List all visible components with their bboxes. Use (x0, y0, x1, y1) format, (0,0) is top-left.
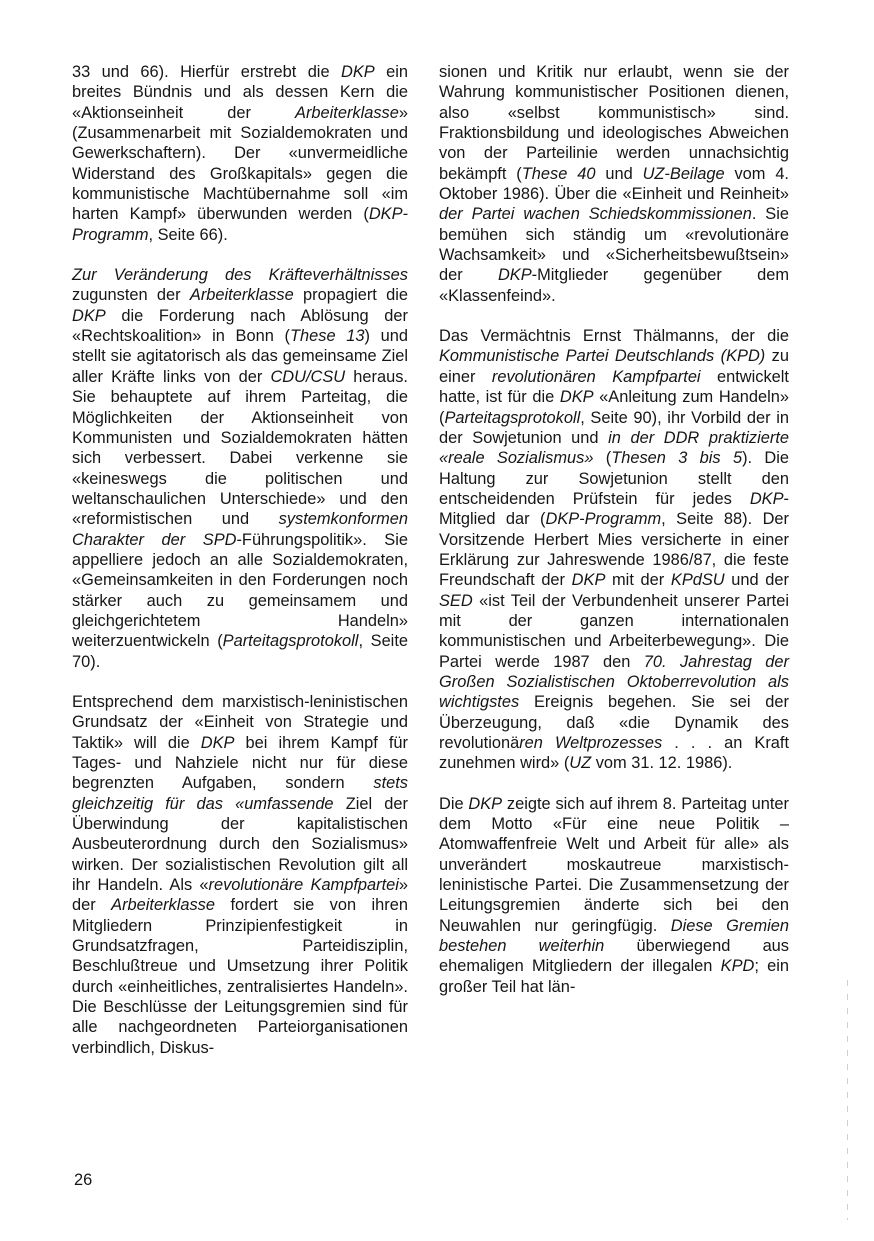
paragraph (439, 794, 789, 997)
italic-text: SED (439, 591, 473, 610)
text: bei ihrem Kampf für Tages- und Nahziele nicht nur für diese begrenzten Aufgaben, sondern (72, 733, 409, 793)
paragraph (439, 62, 789, 306)
italic-text: DKP-Programm (545, 510, 662, 529)
text: Entsprechend dem marxistisch-leninistischen Grundsatz der «Einheit von Strategie und Taktik» will die (72, 692, 408, 752)
italic-text: Parteitagsprotokoll (444, 408, 581, 427)
right-text-column (439, 62, 789, 997)
italic-text: DKP (497, 266, 532, 285)
italic-text: stets gleichzeitig für das «umfassende (72, 774, 408, 813)
text: , Seite 70). (72, 632, 408, 671)
page-number: 26 (74, 1171, 93, 1189)
text: ) und stellt sie agitatorisch als das gemeinsame Ziel aller Kräfte links von der (72, 327, 409, 386)
italic-text: DKP (341, 63, 375, 81)
italic-text: Arbeiterklasse (295, 103, 399, 122)
italic-text: Parteitagsprotokoll (222, 632, 359, 651)
text: Das Vermächtnis Ernst Thälmanns, der die (439, 327, 789, 346)
italic-text: ren Weltprozesses (519, 734, 663, 752)
italic-text: UZ (569, 754, 592, 773)
italic-text: Arbeiterklasse (189, 286, 294, 305)
left-text-column (72, 62, 408, 1058)
italic-text: DKP (749, 489, 784, 508)
paragraph (72, 62, 408, 245)
italic-text: Zur Veränderung des Kräfteverhältnisses (72, 266, 408, 285)
italic-text: DKP (200, 733, 235, 752)
italic-text: revolutionäre Kampfpartei (208, 876, 399, 895)
text: propagiert die (293, 286, 408, 305)
text: Ziel der Überwindung der kapitalistischen Ausbeuterordnung durch den Sozialismus» wirken. Der sozialistischen Revolution gilt all ihr Handeln. Als « (72, 794, 408, 895)
italic-text: KPD (720, 957, 755, 976)
italic-text: DKP (72, 306, 106, 325)
text: mit der (605, 571, 671, 590)
italic-text: These 13 (290, 327, 365, 346)
text: , Seite 88). Der Vorsitzende Herbert Mies versicherte in einer Erklärung zur Jahreswende 1986/87, die feste Freundschaft der (439, 510, 790, 590)
text: Ereignis begehen. Sie sei der Überzeugung, daß «die Dynamik des revolutionä (439, 693, 789, 752)
text: ; ein großer Teil hat län- (439, 957, 789, 996)
italic-text: DKP (468, 794, 503, 813)
text: fordert sie von ihren Mitgliedern Prinzipienfestigkeit in Grundsatzfragen, Parteidisziplin, Beschlußtreue und Umsetzung ihrer Politik durch «einheitliches, zentralisiertes Handeln». Die Beschlüsse der Leitungsgremien sind für alle nachgeordneten Parteiorganisationen verbindlich, Diskus- (72, 896, 408, 1057)
text: ). Die Haltung zur Sowjetunion stellt den entscheidenden Prüfstein für jedes (439, 449, 789, 508)
text: vom 4. Oktober 1986). Über die «Einheit und Reinheit» (439, 164, 789, 204)
italic-text: der Partei wachen Schiedskommissionen (439, 205, 752, 224)
text: » der (72, 876, 409, 915)
text: überwiegend aus ehemaligen Mitgliedern der illegalen (439, 937, 789, 976)
paragraph (72, 265, 408, 672)
text: vom 31. 12. 1986). (591, 754, 733, 773)
text: -Führungspolitik». Sie appelliere jedoch an alle Sozialdemokraten, «Gemeinsamkeiten in den Forderungen noch stärker auch zu gemeinsamem und gleichgerichtetem Handeln» weiterzuentwickeln ( (72, 530, 408, 651)
text: . Sie bemühen sich ständig um «revolutionäre Wachsamkeit» und «Sicherheitsbewußtsein» der (439, 205, 789, 285)
text: -Mitglieder gegenüber dem «Klassenfeind». (439, 266, 789, 305)
text: und der (724, 571, 789, 590)
italic-text: KPdSU (670, 571, 725, 590)
italic-text: Thesen 3 bis 5 (611, 449, 743, 468)
text: zugunsten der (72, 286, 190, 305)
text: . . . an Kraft zunehmen wird» ( (439, 734, 789, 773)
italic-text: revolutionären Kampfpartei (491, 367, 701, 386)
italic-text: in der DDR praktizierte «reale Sozialismus» (439, 428, 789, 468)
text: und (595, 164, 643, 183)
paragraph (72, 692, 408, 1058)
text: , Seite 66). (148, 225, 228, 244)
scan-edge-mark (847, 980, 848, 1220)
text: die Forderung nach Ablösung der «Rechtskoalition» in Bonn ( (72, 306, 408, 346)
text: «Anleitung zum Handeln» ( (439, 388, 789, 427)
italic-text: Kommunistische Partei Deutschlands (KPD) (439, 347, 766, 366)
text: , Seite 90), ihr Vorbild der in der Sowjetunion und (439, 408, 789, 447)
text: ( (593, 449, 612, 468)
italic-text: 70. Jahrestag der Großen Sozialistischen Oktoberrevolution als wichtigstes (439, 652, 789, 712)
text: zu einer (439, 347, 789, 386)
text: entwickelt hatte, ist für die (439, 367, 789, 407)
italic-text: Diese Gremien bestehen weiterhin (439, 916, 789, 956)
text: 33 und 66). Hierfür erstrebt die (72, 63, 341, 81)
italic-text: Arbeiterklasse (111, 896, 215, 915)
italic-text: UZ-Beilage (642, 164, 725, 183)
italic-text: These 40 (521, 164, 596, 183)
italic-text: DKP-Programm (72, 205, 408, 244)
text: Die (439, 794, 469, 813)
italic-text: DKP (559, 388, 594, 407)
text: » (Zusammenarbeit mit Sozialdemokraten und Gewerkschaftern). Der «unvermeidliche Widerstand des Großkapitals» gegen die kommunistische Machtübernahme soll «im harten Kampf» überwunden werden ( (72, 103, 408, 224)
italic-text: systemkonformen Charakter der SPD (72, 510, 408, 549)
text: «ist Teil der Verbundenheit unserer Partei mit der ganzen internationalen kommunistischen und Arbeiterbewegung». Die Partei werde 1987 den (439, 591, 789, 671)
text: ein breites Bündnis und als dessen Kern die «Aktionseinheit der (72, 63, 409, 122)
paragraph (439, 326, 789, 774)
italic-text: CDU/CSU (270, 367, 346, 386)
text: heraus. Sie behauptete auf ihrem Parteitag, die Möglichkeiten der Aktionseinheit von Kommunisten und Sozialdemokraten hätten sich verbessert. Dabei verkenne sie «keineswegs die politischen und weltanschaulichen Unterschiede» und den «reformistischen und (72, 367, 408, 529)
italic-text: DKP (571, 571, 606, 590)
text: -Mitglied dar ( (439, 489, 789, 529)
text: zeigte sich auf ihrem 8. Parteitag unter dem Motto «Für eine neue Politik – Atomwaffenfreie Welt und Arbeit für alle» als unverändert moskautreue marxistisch-leninistische Partei. Die Zusammensetzung der Leitungsgremien änderte sich bei den Neuwahlen nur geringfügig. (439, 794, 789, 935)
text: sionen und Kritik nur erlaubt, wenn sie der Wahrung kommunistischer Positionen dienen, also «selbst kommunistisch» sind. Fraktionsbildung und ideologisches Abweichen von der Parteilinie werden unnachsichtig bekämpft ( (439, 63, 789, 183)
